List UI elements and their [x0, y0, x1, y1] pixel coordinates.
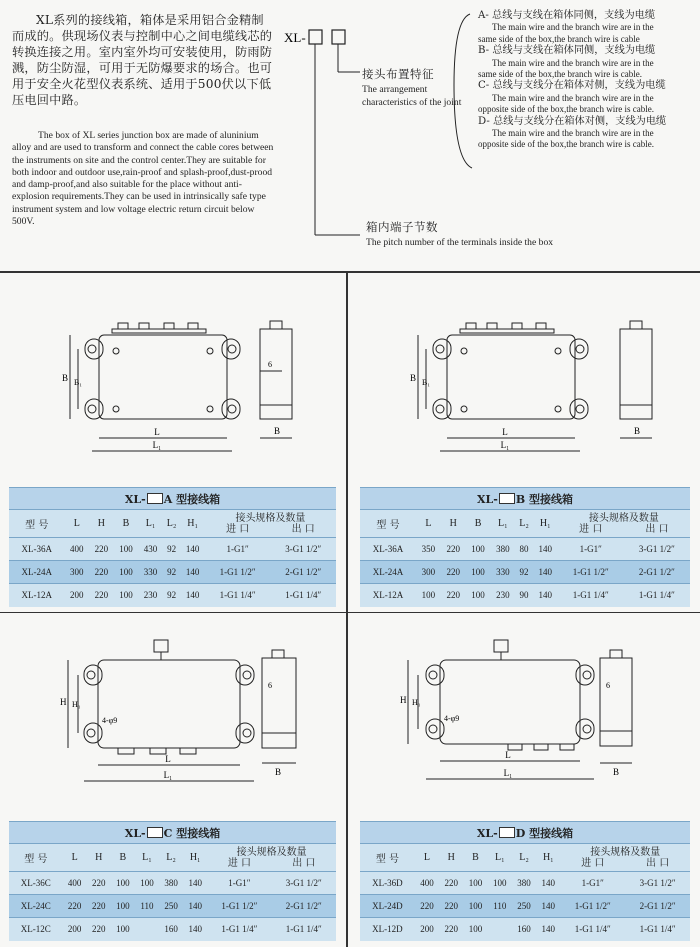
svg-text:4-φ9: 4-φ9: [444, 714, 460, 723]
spec-table-c: XL- C 型接线箱 型 号 L H B L₁ L₂ H₁ 接头规格及数量 进 口 出 口 XL-36C 400 220 100 100 380 140 1-G1″ 3-G1 1/2″ XL-24C 220 220 100 110 250 140 1-G1 1/2″ 2-G1 1/2″ XL-12C 200 220 100 160 140 1-G1 1/4″ 1-G1 1/4″: [9, 821, 336, 941]
table-cell: 140: [180, 584, 205, 607]
drawing-type-c: [0, 613, 346, 813]
table-cell: XL-36C: [9, 872, 63, 895]
svg-text:6: 6: [606, 681, 610, 690]
table-cell: 100: [111, 895, 135, 918]
table-cell: 3-G1 1/2″: [270, 538, 336, 561]
table-cell: 3-G1 1/2″: [625, 872, 690, 895]
table-cell: 100: [135, 872, 159, 895]
drawing-type-a: [0, 273, 346, 488]
pitch-label-cn: 箱内端子节数: [366, 220, 438, 234]
type-options: [478, 10, 700, 151]
panel-type-c: [0, 613, 350, 947]
table-cell: 140: [536, 918, 560, 941]
table-cell: 140: [183, 918, 207, 941]
box-side-view: [600, 658, 632, 746]
table-cell: 140: [533, 538, 558, 561]
table-cell: XL-12A: [360, 584, 416, 607]
table-cell: 380: [159, 872, 183, 895]
spec-table-a: XL- A 型接线箱 型 号 L H B L₁ L₂ H₁ 接头规格及数量 进 口 出 口 XL-36A 400 220 100 430 92 140 1-G1″ 3-G1 1/2″ XL-24A 300 220 100 330 92 140 1-G1 1/2″ 2-G1 1/2″ XL-12A 200 220 100 230 92 140 1-G1 1/4″ 1-G1 1/4″: [9, 487, 336, 607]
table-cell: L₂: [515, 510, 533, 538]
table-cell: 350: [416, 538, 441, 561]
table-cell: 3-G1 1/2″: [272, 872, 336, 895]
table-row: [360, 561, 690, 584]
table-cell: 200: [65, 584, 90, 607]
table-cell: L₁: [490, 510, 515, 538]
table-cell: 100: [466, 561, 491, 584]
table-cell: 型 号: [9, 510, 65, 538]
svg-text:H₁: H₁: [72, 700, 81, 709]
table-row: [9, 561, 336, 584]
table-cell: 1-G1 1/4″: [207, 918, 271, 941]
table-cell: XL-36D: [360, 872, 415, 895]
table-cell: 140: [533, 584, 558, 607]
table-cell: XL-12A: [9, 584, 65, 607]
connector-gland: [118, 323, 128, 329]
svg-text:4-φ9: 4-φ9: [102, 716, 118, 725]
table-cell: 220: [89, 561, 114, 584]
code-box-2: [332, 30, 345, 44]
table-cell: 250: [159, 895, 183, 918]
table-cell: 2-G1 1/2″: [270, 561, 336, 584]
table-cell: 110: [135, 895, 159, 918]
svg-text:B: B: [634, 426, 641, 436]
table-cell: H₁: [533, 510, 558, 538]
table-cell: 1-G1″: [558, 538, 624, 561]
table-cell: 160: [512, 918, 536, 941]
table-cell: 100: [463, 895, 487, 918]
table-cell: 220: [87, 895, 111, 918]
table-cell: B: [466, 510, 491, 538]
table-cell: 100: [466, 584, 491, 607]
table-cell: L₁: [138, 510, 163, 538]
svg-text:L: L: [165, 754, 171, 764]
table-cell: H: [89, 510, 114, 538]
table-cell: 220: [441, 561, 466, 584]
svg-text:L₁: L₁: [163, 770, 173, 780]
table-cell: 100: [114, 538, 139, 561]
table-cell: XL-36A: [9, 538, 65, 561]
table-cell: 220: [415, 895, 439, 918]
svg-text:B: B: [274, 426, 281, 436]
table-cell: L: [63, 844, 87, 872]
svg-text:L₁: L₁: [152, 440, 162, 450]
table-cell: 1-G1 1/2″: [558, 561, 624, 584]
table-cell: 100: [114, 561, 139, 584]
table-cell: 型 号: [360, 510, 416, 538]
svg-text:L₁: L₁: [503, 768, 513, 778]
table-cell: H: [441, 510, 466, 538]
table-cell: 2-G1 1/2″: [272, 895, 336, 918]
table-cell: XL-24A: [360, 561, 416, 584]
table-row: [9, 918, 336, 941]
table-cell: L: [416, 510, 441, 538]
drawing-type-d: [348, 613, 700, 813]
drawing-type-b: [348, 273, 700, 488]
table-cell: 220: [439, 918, 463, 941]
table-cell: 220: [441, 584, 466, 607]
svg-text:L: L: [505, 750, 511, 760]
table-cell: 1-G1 1/2″: [207, 895, 271, 918]
svg-text:L: L: [154, 427, 160, 437]
table-cell: 1-G1 1/2″: [205, 561, 271, 584]
table-cell: L: [415, 844, 439, 872]
option-d: D- 总线与支线分在箱体对侧，支线为电缆 The main wire and the branch wire are in the opposite side of the box,the branch wire is cable.: [478, 115, 667, 150]
table-cell: 1-G1″: [207, 872, 271, 895]
spec-table-d: XL- D 型接线箱 型 号 L H B L₁ L₂ H₁ 接头规格及数量 进 口 出 口 XL-36D 400 220 100 100 380 140 1-G1″ 3-G1 1/2″ XL-24D 220 220 100 110 250 140 1-G1 1/2″ 2-G1 1/2″ XL-12D 200 220 100 160 140 1-G1 1/4″ 1-G1 1/4″: [360, 821, 690, 941]
table-cell: [488, 918, 512, 941]
intro-english: The box of XL series junction box are made of aluninium alloy and are used to transform and connect the cable cores between the instruments on site and the control center.They are suitable for both indoor and outdoor use,rain-proof and splash-proof,dust-prood and damp-proof,and also suitable for the place without anti-explosion requirements.They can be used in intrinsically safe type instrument system and low voltage electric return circuit below 500V.: [12, 130, 274, 228]
table-cell: 220: [441, 538, 466, 561]
table-cell: 200: [415, 918, 439, 941]
table-cell: 250: [512, 895, 536, 918]
table-cell: 140: [183, 872, 207, 895]
table-cell: L₁: [488, 844, 512, 872]
table-cell: 220: [63, 895, 87, 918]
table-cell: 100: [114, 584, 139, 607]
table-cell: 100: [463, 918, 487, 941]
table-cell: 140: [533, 561, 558, 584]
table-cell: 220: [87, 872, 111, 895]
svg-text:B₁: B₁: [74, 378, 83, 387]
table-cell: 型 号: [9, 844, 63, 872]
option-c: C- 总线与支线分在箱体对侧，支线为电缆 The main wire and the branch wire are in the opposite side of the box,the branch wire is cable.: [478, 80, 666, 115]
table-cell: 140: [180, 561, 205, 584]
table-row: [360, 872, 690, 895]
svg-text:6: 6: [268, 360, 272, 369]
code-box-1: [309, 30, 322, 44]
table-cell: 100: [488, 872, 512, 895]
table-cell: B: [114, 510, 139, 538]
connector-strip: [112, 329, 206, 333]
svg-text:L: L: [502, 427, 508, 437]
intro-chinese: XL系列的接线箱，箱体是采用铝合金精制而成的。供现场仪表与控制中心之间电缆线芯的转换连接之用。室内室外均可安装使用，防雨防溅，防尘防湿，可用于无防爆要求的场合。也可用于安全火花型仪表系统、适用于500伏以下低压电回中路。: [12, 13, 273, 107]
table-cell: 300: [65, 561, 90, 584]
table-cell: 1-G1 1/4″: [205, 584, 271, 607]
table-cell: L₂: [512, 844, 536, 872]
box-front-view: [98, 660, 240, 748]
table-cell: H: [439, 844, 463, 872]
table-cell: 100: [416, 584, 441, 607]
table-cell: 1-G1 1/4″: [270, 584, 336, 607]
connector-gland: [154, 640, 168, 652]
table-row: [9, 584, 336, 607]
table-cell: L: [65, 510, 90, 538]
table-cell: L₁: [135, 844, 159, 872]
svg-text:B₁: B₁: [422, 378, 431, 387]
table-cell: H₁: [536, 844, 560, 872]
table-row: [9, 872, 336, 895]
table-cell: 330: [490, 561, 515, 584]
table-cell: XL-24D: [360, 895, 415, 918]
table-cell: XL-12C: [9, 918, 63, 941]
svg-text:H₁: H₁: [412, 698, 421, 707]
svg-text:B: B: [62, 373, 69, 383]
table-cell: XL-12D: [360, 918, 415, 941]
table-cell: 200: [63, 918, 87, 941]
table-cell: 140: [180, 538, 205, 561]
svg-text:H: H: [400, 695, 407, 705]
option-a: A- 总线与支线在箱体同侧，支线为电缆 The main wire and the branch wire are in the same side of the box,the branch wire is cable: [478, 10, 656, 44]
table-cell: 1-G1 1/4″: [560, 918, 625, 941]
arrangement-label-cn: 接头布置特征: [362, 67, 434, 81]
table-cell: B: [111, 844, 135, 872]
table-cell: 220: [87, 918, 111, 941]
table-cell: 1-G1 1/4″: [558, 584, 624, 607]
table-cell: 220: [89, 538, 114, 561]
panel-type-b: [348, 273, 698, 627]
svg-text:L₁: L₁: [500, 440, 510, 450]
table-row: [360, 538, 690, 561]
table-cell: 230: [138, 584, 163, 607]
table-cell: 430: [138, 538, 163, 561]
panel-type-d: [348, 613, 698, 947]
table-cell: 100: [111, 918, 135, 941]
panel-type-a: [0, 273, 350, 627]
code-prefix: XL-: [284, 30, 306, 45]
table-cell: 92: [515, 561, 533, 584]
table-cell: 300: [416, 561, 441, 584]
box-side-view: [262, 658, 296, 748]
table-cell: XL-36A: [360, 538, 416, 561]
table-cell: 1-G1 1/2″: [560, 895, 625, 918]
table-cell: L₂: [159, 844, 183, 872]
table-cell: H₁: [180, 510, 205, 538]
arrangement-label-en: The arrangement characteristics of the joint: [362, 84, 462, 108]
table-cell: 2-G1 1/2″: [625, 895, 690, 918]
box-front-view: [440, 660, 580, 744]
table-cell: 140: [183, 895, 207, 918]
table-cell: 400: [65, 538, 90, 561]
table-cell: 400: [63, 872, 87, 895]
table-row: [360, 918, 690, 941]
table-row: [360, 895, 690, 918]
table-cell: 92: [163, 561, 180, 584]
table-cell: 220: [89, 584, 114, 607]
table-cell: B: [463, 844, 487, 872]
table-cell: 380: [512, 872, 536, 895]
option-b: B- 总线与支线在箱体同侧，支线为电缆 The main wire and the branch wire are in the same side of the box,the branch wire is cable.: [478, 45, 656, 80]
table-cell: 110: [488, 895, 512, 918]
table-cell: 92: [163, 584, 180, 607]
table-cell: 1-G1″: [560, 872, 625, 895]
table-cell: 1-G1 1/4″: [272, 918, 336, 941]
table-cell: 230: [490, 584, 515, 607]
table-cell: 330: [138, 561, 163, 584]
table-cell: 220: [439, 872, 463, 895]
table-cell: H: [87, 844, 111, 872]
svg-text:B: B: [613, 767, 620, 777]
table-cell: [135, 918, 159, 941]
table-cell: 2-G1 1/2″: [624, 561, 690, 584]
table-cell: H₁: [183, 844, 207, 872]
table-cell: 90: [515, 584, 533, 607]
svg-text:B: B: [275, 767, 282, 777]
table-cell: 100: [111, 872, 135, 895]
table-cell: 140: [536, 895, 560, 918]
connector-gland: [494, 640, 508, 652]
table-cell: 1-G1 1/4″: [625, 918, 690, 941]
table-cell: 140: [536, 872, 560, 895]
table-cell: 1-G1 1/4″: [624, 584, 690, 607]
table-cell: L₂: [163, 510, 180, 538]
svg-text:6: 6: [268, 681, 272, 690]
table-cell: XL-24A: [9, 561, 65, 584]
table-cell: 160: [159, 918, 183, 941]
pitch-label-en: The pitch number of the terminals inside the box: [366, 237, 554, 248]
table-cell: XL-24C: [9, 895, 63, 918]
table-cell: 92: [163, 538, 180, 561]
table-cell: 型 号: [360, 844, 415, 872]
svg-text:H: H: [60, 697, 67, 707]
table-row: [9, 538, 336, 561]
table-row: [360, 584, 690, 607]
table-cell: 100: [466, 538, 491, 561]
table-cell: 100: [463, 872, 487, 895]
table-row: [9, 895, 336, 918]
table-cell: 220: [439, 895, 463, 918]
table-cell: 80: [515, 538, 533, 561]
spec-table-b: XL- B 型接线箱 型 号 L H B L₁ L₂ H₁ 接头规格及数量 进 口 出 口 XL-36A 350 220 100 380 80 140 1-G1″ 3-G1 1/2″ XL-24A 300 220 100 330 92 140 1-G1 1/2″ 2-G1 1/2″ XL-12A 100 220 100 230 90 140 1-G1 1/4″ 1-G1 1/4″: [360, 487, 690, 607]
table-cell: 380: [490, 538, 515, 561]
table-cell: 3-G1 1/2″: [624, 538, 690, 561]
svg-text:B: B: [410, 373, 417, 383]
table-cell: 400: [415, 872, 439, 895]
table-cell: 1-G1″: [205, 538, 271, 561]
